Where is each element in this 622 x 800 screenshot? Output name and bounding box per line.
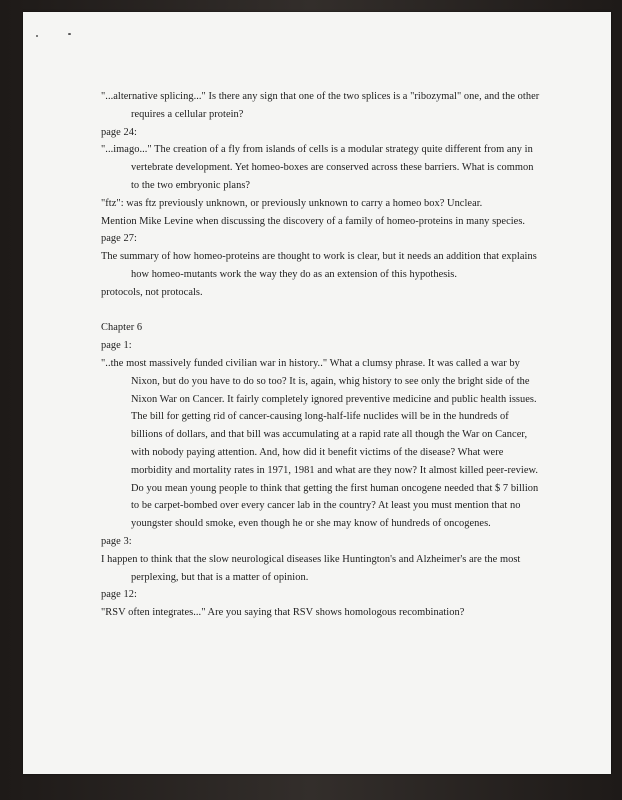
page-reference: page 3: [101,535,132,547]
note-protocols: protocols, not protocals. [101,286,203,298]
page-reference: page 27: [101,233,137,245]
chapter-heading: Chapter 6 [101,322,143,334]
dust-speck [68,33,71,35]
note-homeo-proteins: The summary of how homeo-proteins are thought to work is clear, but it needs an addition that explains how homeo-mutants work the way they do as an extension of this hypothesis. [101,251,537,280]
blank-line [101,302,541,320]
note-war-on-cancer: "..the most massively funded civilian war in history.." What a clumsy phrase. It was called a war by Nixon, but do you have to do so too? It is, again, whig history to see only the bright side of the Nixon War on Cancer. It fairly completely ignored preventive medicine and public health issues. The bill for getting rid of cancer-causing long-half-life nuclides will be in the hundreds of billions of dollars, and that bill was accumulating at a rapid rate all though the War on Cancer, with nobody paying attention. And, how did it benefit victims of the disease? What were morbidity and mortality rates in 1971, 1981 and what are they now? It almost killed peer-review. Do you mean young people to think that getting the first human oncogene needed that $ 7 billion to be carpet-bombed over every cancer lab in the country? At least you must mention that no youngster should smoke, even though he or she may know of hundreds of oncogenes. [101,357,539,530]
note-rsv: "RSV often integrates..." Are you saying that RSV shows homologous recombination? [101,607,465,619]
note-imago: "...imago..." The creation of a fly from islands of cells is a modular strategy quite different from any in vertebrate development. Yet homeo-boxes are conserved across these barriers. What is common to the two embryonic plans? [101,144,534,191]
review-notes-text [101,88,541,622]
page-reference: page 1: [101,340,132,352]
page-reference: page 12: [101,589,137,601]
note-alternative-splicing: "...alternative splicing..." Is there any sign that one of the two splices is a "ribozymal" one, and the other requires a cellular protein? [101,91,540,120]
note-neurological-diseases: I happen to think that the slow neurological diseases like Huntington's and Alzheimer's are the most perplexing, but that is a matter of opinion. [101,553,521,583]
note-mike-levine: Mention Mike Levine when discussing the discovery of a family of homeo-proteins in many species. [101,215,526,227]
document-page [23,12,611,774]
note-ftz: "ftz": was ftz previously unknown, or previously unknown to carry a homeo box? Unclear. [101,197,483,209]
page-reference: page 24: [101,126,137,138]
dust-speck [36,35,38,37]
